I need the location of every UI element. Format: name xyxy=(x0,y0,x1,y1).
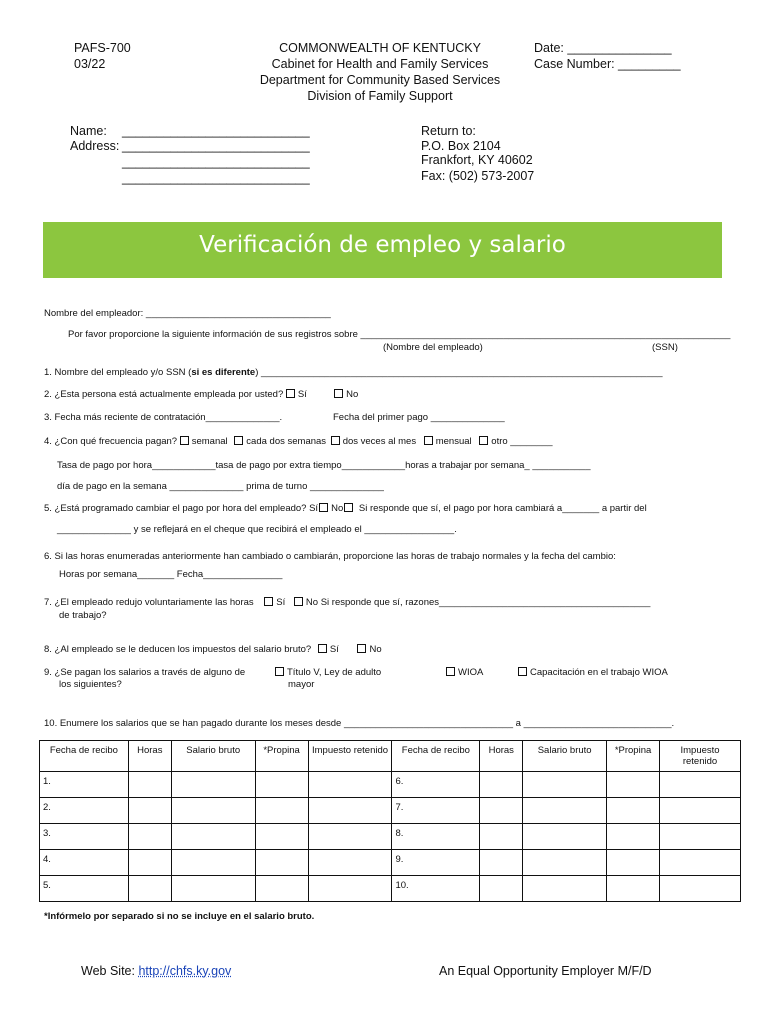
q9-option-wioa xyxy=(446,667,483,678)
q8-yes-label: Sí xyxy=(329,644,339,655)
address-field-3[interactable]: ___________________________ xyxy=(122,171,310,185)
table-cell[interactable] xyxy=(660,850,741,876)
q9-wioa-label: WIOA xyxy=(458,667,484,678)
employee-name-caption: (Nombre del empleado) xyxy=(383,342,483,353)
table-cell[interactable] xyxy=(480,772,523,798)
agency-line-2: Cabinet for Health and Family Services xyxy=(271,57,489,71)
table-cell[interactable] xyxy=(255,798,308,824)
row-number-cell[interactable]: 9. xyxy=(392,850,480,876)
table-cell[interactable] xyxy=(480,850,523,876)
q2-no-checkbox[interactable] xyxy=(334,389,343,398)
table-cell[interactable] xyxy=(128,824,171,850)
q8-yes-checkbox[interactable] xyxy=(318,644,327,653)
q7-no-label: No xyxy=(305,597,319,608)
q2-yes-checkbox[interactable] xyxy=(286,389,295,398)
header-tax-withheld: Impuesto retenido xyxy=(308,741,392,772)
q4-semimonthly-label: dos veces al mes xyxy=(342,436,417,447)
table-cell[interactable] xyxy=(255,824,308,850)
table-cell[interactable] xyxy=(607,850,660,876)
q8-no-label: No xyxy=(369,644,382,655)
question-5-line-2[interactable]: ______________ y se reflejará en el cheque que recibirá el empleado el _________________. xyxy=(57,524,457,535)
table-cell[interactable] xyxy=(480,798,523,824)
row-number-cell[interactable]: 6. xyxy=(392,772,480,798)
question-8 xyxy=(44,644,382,655)
question-1-field[interactable]: ) ____________________________________________________________________________ xyxy=(255,367,663,378)
return-po-box: P.O. Box 2104 xyxy=(421,139,501,153)
table-cell[interactable] xyxy=(255,876,308,902)
q7-no-checkbox[interactable] xyxy=(294,597,303,606)
table-cell[interactable] xyxy=(128,772,171,798)
table-cell[interactable] xyxy=(480,876,523,902)
table-cell[interactable] xyxy=(128,798,171,824)
row-number-cell[interactable]: 3. xyxy=(40,824,129,850)
q9-title-v-label-2: mayor xyxy=(288,679,315,690)
question-2 xyxy=(44,389,358,400)
date-field[interactable]: Date: _______________ xyxy=(534,41,672,55)
q4-monthly-checkbox[interactable] xyxy=(424,436,433,445)
header-receipt-date-2: Fecha de recibo xyxy=(392,741,480,772)
table-row xyxy=(40,772,741,798)
table-row xyxy=(40,876,741,902)
agency-line-3: Department for Community Based Services xyxy=(259,73,501,87)
question-2-text: 2. ¿Esta persona está actualmente empleada por usted? xyxy=(44,389,284,400)
q9-title-v-label: Título V, Ley de adulto xyxy=(287,667,382,678)
name-field[interactable]: ___________________________ xyxy=(122,124,310,138)
footer-website xyxy=(81,963,231,979)
row-number-cell[interactable]: 2. xyxy=(40,798,129,824)
title-banner xyxy=(43,222,722,278)
table-cell[interactable] xyxy=(308,772,392,798)
question-1[interactable] xyxy=(44,367,663,378)
table-cell[interactable] xyxy=(308,798,392,824)
table-row xyxy=(40,824,741,850)
table-cell[interactable] xyxy=(480,824,523,850)
question-3-hire-date[interactable]: 3. Fecha más reciente de contratación______________. xyxy=(44,412,283,423)
table-cell[interactable] xyxy=(607,798,660,824)
table-cell[interactable] xyxy=(171,798,255,824)
header-tips-2: *Propina xyxy=(607,741,660,772)
question-4 xyxy=(44,436,553,447)
table-cell[interactable] xyxy=(660,876,741,902)
equal-opportunity-statement: An Equal Opportunity Employer M/F/D xyxy=(439,964,652,978)
table-cell[interactable] xyxy=(171,772,255,798)
row-number-cell[interactable]: 8. xyxy=(392,824,480,850)
table-cell[interactable] xyxy=(660,772,741,798)
q9-option-title-v xyxy=(275,667,381,678)
question-1-bold: si es diferente xyxy=(191,367,256,378)
table-cell[interactable] xyxy=(523,798,607,824)
question-4-text: 4. ¿Con qué frecuencia pagan? xyxy=(44,436,178,447)
row-number-cell[interactable]: 5. xyxy=(40,876,129,902)
pay-rate-line[interactable]: Tasa de pago por hora____________tasa de pago por extra tiempo____________horas a trabajar por semana_ ___________ xyxy=(57,460,591,471)
table-cell[interactable] xyxy=(523,850,607,876)
table-row xyxy=(40,798,741,824)
table-cell[interactable] xyxy=(171,850,255,876)
table-cell[interactable] xyxy=(523,876,607,902)
return-city: Frankfort, KY 40602 xyxy=(421,153,533,167)
header-tips: *Propina xyxy=(255,741,308,772)
question-3-first-pay[interactable]: Fecha del primer pago ______________ xyxy=(333,412,505,423)
question-9-line-2: los siguientes? xyxy=(59,679,122,690)
row-number-cell[interactable]: 7. xyxy=(392,798,480,824)
employer-name-field[interactable]: Nombre del empleador: ___________________________________ xyxy=(44,308,331,319)
question-7 xyxy=(44,597,650,608)
payday-line[interactable]: día de pago en la semana ______________ prima de turno ______________ xyxy=(57,481,384,492)
q4-weekly-label: semanal xyxy=(191,436,228,447)
footnote: *Infórmelo por separado si no se incluye en el salario bruto. xyxy=(44,911,315,922)
q4-other-label: otro ________ xyxy=(491,436,553,447)
table-cell[interactable] xyxy=(607,824,660,850)
q4-biweekly-label: cada dos semanas xyxy=(246,436,327,447)
table-cell[interactable] xyxy=(255,850,308,876)
question-5-tail[interactable]: Si responde que sí, el pago por hora cambiará a_______ a partir del xyxy=(358,503,647,514)
row-number-cell[interactable]: 1. xyxy=(40,772,129,798)
q4-semimonthly-checkbox[interactable] xyxy=(331,436,340,445)
address-field-1[interactable]: ___________________________ xyxy=(122,139,310,153)
table-cell[interactable] xyxy=(255,772,308,798)
row-number-cell[interactable]: 4. xyxy=(40,850,129,876)
table-cell[interactable] xyxy=(171,876,255,902)
q9-title-v-checkbox[interactable] xyxy=(275,667,284,676)
q4-biweekly-checkbox[interactable] xyxy=(234,436,243,445)
table-cell[interactable] xyxy=(128,850,171,876)
form-date: 03/22 xyxy=(74,57,106,71)
q8-no-checkbox[interactable] xyxy=(357,644,366,653)
question-10[interactable]: 10. Enumere los salarios que se han pagado durante los meses desde ________________________________ a ____________________________. xyxy=(44,718,675,729)
address-label: Address: xyxy=(70,139,120,153)
return-fax: Fax: (502) 573-2007 xyxy=(421,169,535,183)
table-cell[interactable] xyxy=(308,850,392,876)
header-gross-wage-2: Salario bruto xyxy=(523,741,607,772)
q4-weekly-checkbox[interactable] xyxy=(180,436,189,445)
q5-yes-checkbox[interactable] xyxy=(319,503,328,512)
q9-ojt-label: Capacitación en el trabajo WIOA xyxy=(530,667,668,678)
question-7-reasons[interactable]: Si responde que sí, razones________________________________________ xyxy=(320,597,651,608)
address-field-2[interactable]: ___________________________ xyxy=(122,155,310,169)
page-title: Verificación de empleo y salario xyxy=(199,232,566,258)
q9-option-ojt xyxy=(518,667,668,678)
table-cell[interactable] xyxy=(607,772,660,798)
header-tax-withheld-2: Impuesto retenido xyxy=(660,741,741,772)
q4-other-checkbox[interactable] xyxy=(479,436,488,445)
table-cell[interactable] xyxy=(128,876,171,902)
q5-no-label: No xyxy=(331,503,344,514)
q4-monthly-label: mensual xyxy=(435,436,472,447)
question-7-text: 7. ¿El empleado redujo voluntariamente las horas xyxy=(44,597,254,608)
table-cell[interactable] xyxy=(607,876,660,902)
q9-ojt-checkbox[interactable] xyxy=(518,667,527,676)
q7-yes-checkbox[interactable] xyxy=(264,597,273,606)
question-1-prefix: 1. Nombre del empleado y/o SSN ( xyxy=(44,367,192,378)
question-9: 9. ¿Se pagan los salarios a través de alguno de xyxy=(44,667,246,678)
q9-wioa-checkbox[interactable] xyxy=(446,667,455,676)
table-header-row xyxy=(40,741,741,772)
question-8-text: 8. ¿Al empleado se le deducen los impuestos del salario bruto? xyxy=(44,644,312,655)
table-cell[interactable] xyxy=(308,876,392,902)
table-cell[interactable] xyxy=(660,824,741,850)
question-6: 6. Si las horas enumeradas anteriormente han cambiado o cambiarán, proporcione las horas de trabajo normales y la fecha del cambio: xyxy=(44,551,616,562)
q2-no-label: No xyxy=(346,389,359,400)
form-id: PAFS-700 xyxy=(74,41,131,55)
employee-request-field[interactable]: Por favor proporcione la siguiente información de sus registros sobre ______________________________________________________________________ xyxy=(68,329,731,340)
table-cell[interactable] xyxy=(660,798,741,824)
q2-yes-label: Sí xyxy=(297,389,307,400)
table-cell[interactable] xyxy=(308,824,392,850)
question-7-line-2: de trabajo? xyxy=(59,610,107,621)
q7-yes-label: Sí xyxy=(276,597,286,608)
table-cell[interactable] xyxy=(171,824,255,850)
table-row xyxy=(40,850,741,876)
header-gross-wage: Salario bruto xyxy=(171,741,255,772)
table-cell[interactable] xyxy=(523,772,607,798)
row-number-cell[interactable]: 10. xyxy=(392,876,480,902)
wage-table xyxy=(39,740,741,902)
case-number-field[interactable]: Case Number: _________ xyxy=(534,57,681,71)
question-5 xyxy=(44,503,647,514)
name-label: Name: xyxy=(70,124,107,138)
agency-line-1: COMMONWEALTH OF KENTUCKY xyxy=(279,41,481,55)
table-cell[interactable] xyxy=(523,824,607,850)
return-to-label: Return to: xyxy=(421,124,476,138)
q5-no-checkbox[interactable] xyxy=(344,503,353,512)
agency-line-4: Division of Family Support xyxy=(307,89,453,103)
question-5-text: 5. ¿Está programado cambiar el pago por hora del empleado? Sí xyxy=(44,503,319,514)
header-hours: Horas xyxy=(128,741,171,772)
website-link[interactable]: http://chfs.ky.gov xyxy=(138,964,232,978)
header-receipt-date: Fecha de recibo xyxy=(40,741,129,772)
ssn-caption: (SSN) xyxy=(652,342,678,353)
website-label: Web Site: xyxy=(81,964,139,978)
question-6-line-2[interactable]: Horas por semana_______ Fecha_______________ xyxy=(59,569,283,580)
header-hours-2: Horas xyxy=(480,741,523,772)
